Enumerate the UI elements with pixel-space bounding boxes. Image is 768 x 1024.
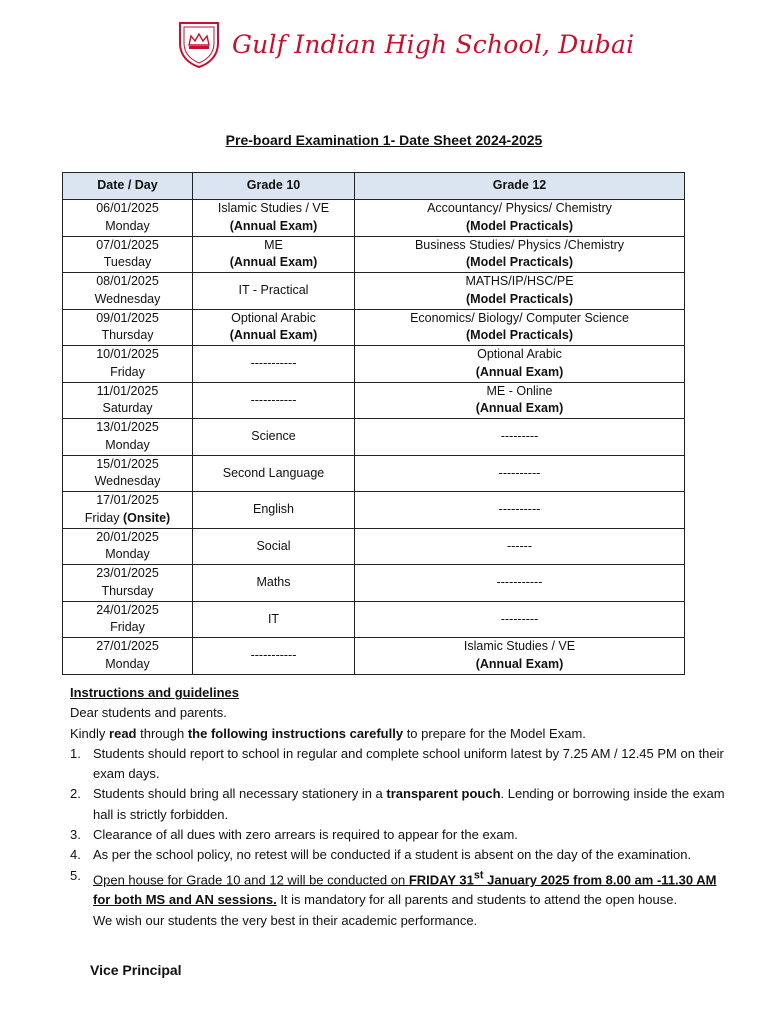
- day-text: Tuesday: [103, 255, 152, 270]
- day-text: Friday (Onsite): [84, 510, 171, 525]
- grade-12-cell: [355, 382, 685, 419]
- exam-type-note: (Model Practicals): [466, 218, 573, 233]
- grade-10-cell: [193, 200, 355, 237]
- grade-12-cell: [355, 492, 685, 529]
- subject-text: -----------: [250, 648, 297, 662]
- grade-10-cell: [193, 382, 355, 419]
- grade-12-cell: [355, 309, 685, 346]
- date-text: 09/01/2025: [96, 310, 159, 325]
- date-text: 10/01/2025: [96, 347, 159, 362]
- instruction-item: 1. Students should report to school in regular and complete school uniform latest by 7.25 AM / 12.45 PM on their exam days.: [70, 745, 724, 782]
- date-day-cell: [63, 382, 193, 419]
- exam-type-note: (Annual Exam): [475, 656, 564, 671]
- date-day-cell: [63, 492, 193, 529]
- day-text: Thursday: [101, 583, 154, 598]
- exam-type-note: (Model Practicals): [466, 255, 573, 270]
- subject-text: ----------: [498, 465, 541, 480]
- date-text: 15/01/2025: [96, 456, 159, 471]
- subject-text: Second Language: [222, 465, 325, 480]
- date-text: 07/01/2025: [96, 237, 159, 252]
- grade-10-cell: [193, 492, 355, 529]
- subject-text: Science: [251, 429, 296, 443]
- date-day-cell: [63, 601, 193, 638]
- date-day-cell: [63, 273, 193, 310]
- day-text: Wednesday: [94, 474, 161, 489]
- subject-text: Accountancy/ Physics/ Chemistry: [427, 201, 612, 216]
- subject-text: ---------: [500, 429, 539, 443]
- subject-text: MATHS/IP/HSC/PE: [465, 274, 574, 289]
- header-date-day: Date / Day: [63, 173, 193, 200]
- exam-type-note: (Annual Exam): [475, 364, 564, 379]
- grade-12-cell: [355, 638, 685, 675]
- grade-12-cell: [355, 601, 685, 638]
- table-row: [63, 455, 685, 492]
- instructions-list: [70, 744, 726, 911]
- table-row: [63, 200, 685, 237]
- school-crest-icon: [176, 19, 222, 69]
- table-row: [63, 601, 685, 638]
- subject-text: Maths: [256, 575, 291, 589]
- table-body: [63, 200, 685, 675]
- date-day-cell: [63, 455, 193, 492]
- grade-12-cell: [355, 455, 685, 492]
- instructions-heading: Instructions and guidelines: [70, 685, 240, 700]
- signature-vice-principal: Vice Principal: [90, 962, 182, 978]
- school-name: Gulf Indian High School, Dubai: [232, 29, 635, 59]
- subject-text: -----------: [250, 356, 297, 370]
- grade-10-cell: [193, 565, 355, 602]
- grade-12-cell: [355, 528, 685, 565]
- subject-text: IT - Practical: [238, 283, 309, 297]
- date-day-cell: [63, 309, 193, 346]
- day-text: Monday: [105, 218, 150, 233]
- grade-10-cell: [193, 346, 355, 383]
- day-text: Saturday: [102, 401, 153, 416]
- table-row: [63, 565, 685, 602]
- subject-text: Islamic Studies / VE: [463, 639, 576, 654]
- instructions-section: [70, 683, 726, 931]
- subject-text: ME: [264, 237, 283, 252]
- date-day-cell: [63, 236, 193, 273]
- exam-type-note: (Annual Exam): [229, 218, 318, 233]
- exam-type-note: (Annual Exam): [229, 255, 318, 270]
- date-text: 27/01/2025: [96, 639, 159, 654]
- date-day-cell: [63, 419, 193, 456]
- subject-text: Optional Arabic: [477, 347, 562, 362]
- date-day-cell: [63, 638, 193, 675]
- instructions-intro: Kindly read through the following instructions carefully to prepare for the Model Exam.: [70, 725, 586, 741]
- instruction-item: 3. Clearance of all dues with zero arrears is required to appear for the exam.: [70, 827, 518, 843]
- subject-text: ME - Online: [486, 383, 553, 398]
- table-row: [63, 382, 685, 419]
- date-day-cell: [63, 528, 193, 565]
- subject-text: Social: [256, 538, 291, 553]
- date-day-cell: [63, 346, 193, 383]
- exam-type-note: (Annual Exam): [229, 328, 318, 343]
- day-text: Friday: [110, 364, 145, 379]
- subject-text: -----------: [250, 392, 297, 407]
- subject-text: Economics/ Biology/ Computer Science: [410, 310, 629, 325]
- grade-10-cell: [193, 638, 355, 675]
- date-sheet-table: [62, 172, 685, 675]
- subject-text: ------: [507, 538, 532, 553]
- day-text: Wednesday: [94, 291, 161, 306]
- day-text: Monday: [105, 437, 150, 452]
- date-text: 20/01/2025: [96, 529, 159, 544]
- date-text: 24/01/2025: [96, 602, 159, 617]
- day-text: Monday: [105, 656, 150, 671]
- day-text: Friday: [110, 620, 145, 635]
- subject-text: Optional Arabic: [231, 310, 316, 325]
- date-text: 11/01/2025: [96, 383, 159, 398]
- table-row: [63, 492, 685, 529]
- grade-10-cell: [193, 601, 355, 638]
- day-text: Monday: [105, 547, 150, 562]
- date-text: 13/01/2025: [96, 420, 159, 435]
- table-row: [63, 273, 685, 310]
- subject-text: Business Studies/ Physics /Chemistry: [414, 237, 625, 252]
- subject-text: IT: [267, 611, 280, 626]
- subject-text: English: [253, 502, 294, 516]
- school-header: [176, 16, 634, 72]
- header-grade-12: Grade 12: [355, 173, 685, 200]
- subject-text: -----------: [496, 575, 543, 589]
- grade-10-cell: [193, 236, 355, 273]
- instruction-item: 2. Students should bring all necessary stationery in a transparent pouch. Lending or borrowing inside the exam hall is strictly forbidden.: [70, 786, 725, 822]
- instruction-item: 4. As per the school policy, no retest will be conducted if a student is absent on the day of the examination.: [70, 847, 692, 863]
- subject-text: ---------: [500, 611, 539, 626]
- grade-10-cell: [193, 273, 355, 310]
- table-row: [63, 236, 685, 273]
- table-row: [63, 309, 685, 346]
- table-row: [63, 419, 685, 456]
- table-header-row: [63, 173, 685, 200]
- date-day-cell: [63, 200, 193, 237]
- date-text: 08/01/2025: [96, 274, 159, 289]
- table-row: [63, 346, 685, 383]
- page-title: Pre-board Examination 1- Date Sheet 2024-2025: [225, 132, 543, 148]
- grade-10-cell: [193, 455, 355, 492]
- subject-text: ----------: [498, 502, 541, 516]
- grade-12-cell: [355, 273, 685, 310]
- date-text: 17/01/2025: [96, 493, 159, 508]
- grade-12-cell: [355, 346, 685, 383]
- instruction-item: 5. Open house for Grade 10 and 12 will be conducted on FRIDAY 31st January 2025 from 8.00 am -11.30 AM for both MS and AN sessions. It is mandatory for all parents and students to attend the open house.: [70, 867, 717, 908]
- grade-12-cell: [355, 419, 685, 456]
- grade-10-cell: [193, 528, 355, 565]
- table-row: [63, 528, 685, 565]
- grade-12-cell: [355, 236, 685, 273]
- date-day-cell: [63, 565, 193, 602]
- closing-wish: We wish our students the very best in their academic performance.: [93, 912, 478, 928]
- exam-type-note: (Model Practicals): [466, 328, 573, 343]
- day-note: (Onsite): [122, 510, 171, 525]
- date-text: 23/01/2025: [96, 566, 159, 581]
- exam-type-note: (Model Practicals): [466, 291, 573, 306]
- exam-type-note: (Annual Exam): [475, 401, 564, 416]
- day-text: Thursday: [101, 328, 154, 343]
- date-text: 06/01/2025: [96, 201, 159, 216]
- instructions-greeting: Dear students and parents.: [70, 705, 227, 721]
- grade-12-cell: [355, 200, 685, 237]
- grade-12-cell: [355, 565, 685, 602]
- table-row: [63, 638, 685, 675]
- grade-10-cell: [193, 419, 355, 456]
- subject-text: Islamic Studies / VE: [217, 201, 330, 216]
- grade-10-cell: [193, 309, 355, 346]
- header-grade-10: Grade 10: [193, 173, 355, 200]
